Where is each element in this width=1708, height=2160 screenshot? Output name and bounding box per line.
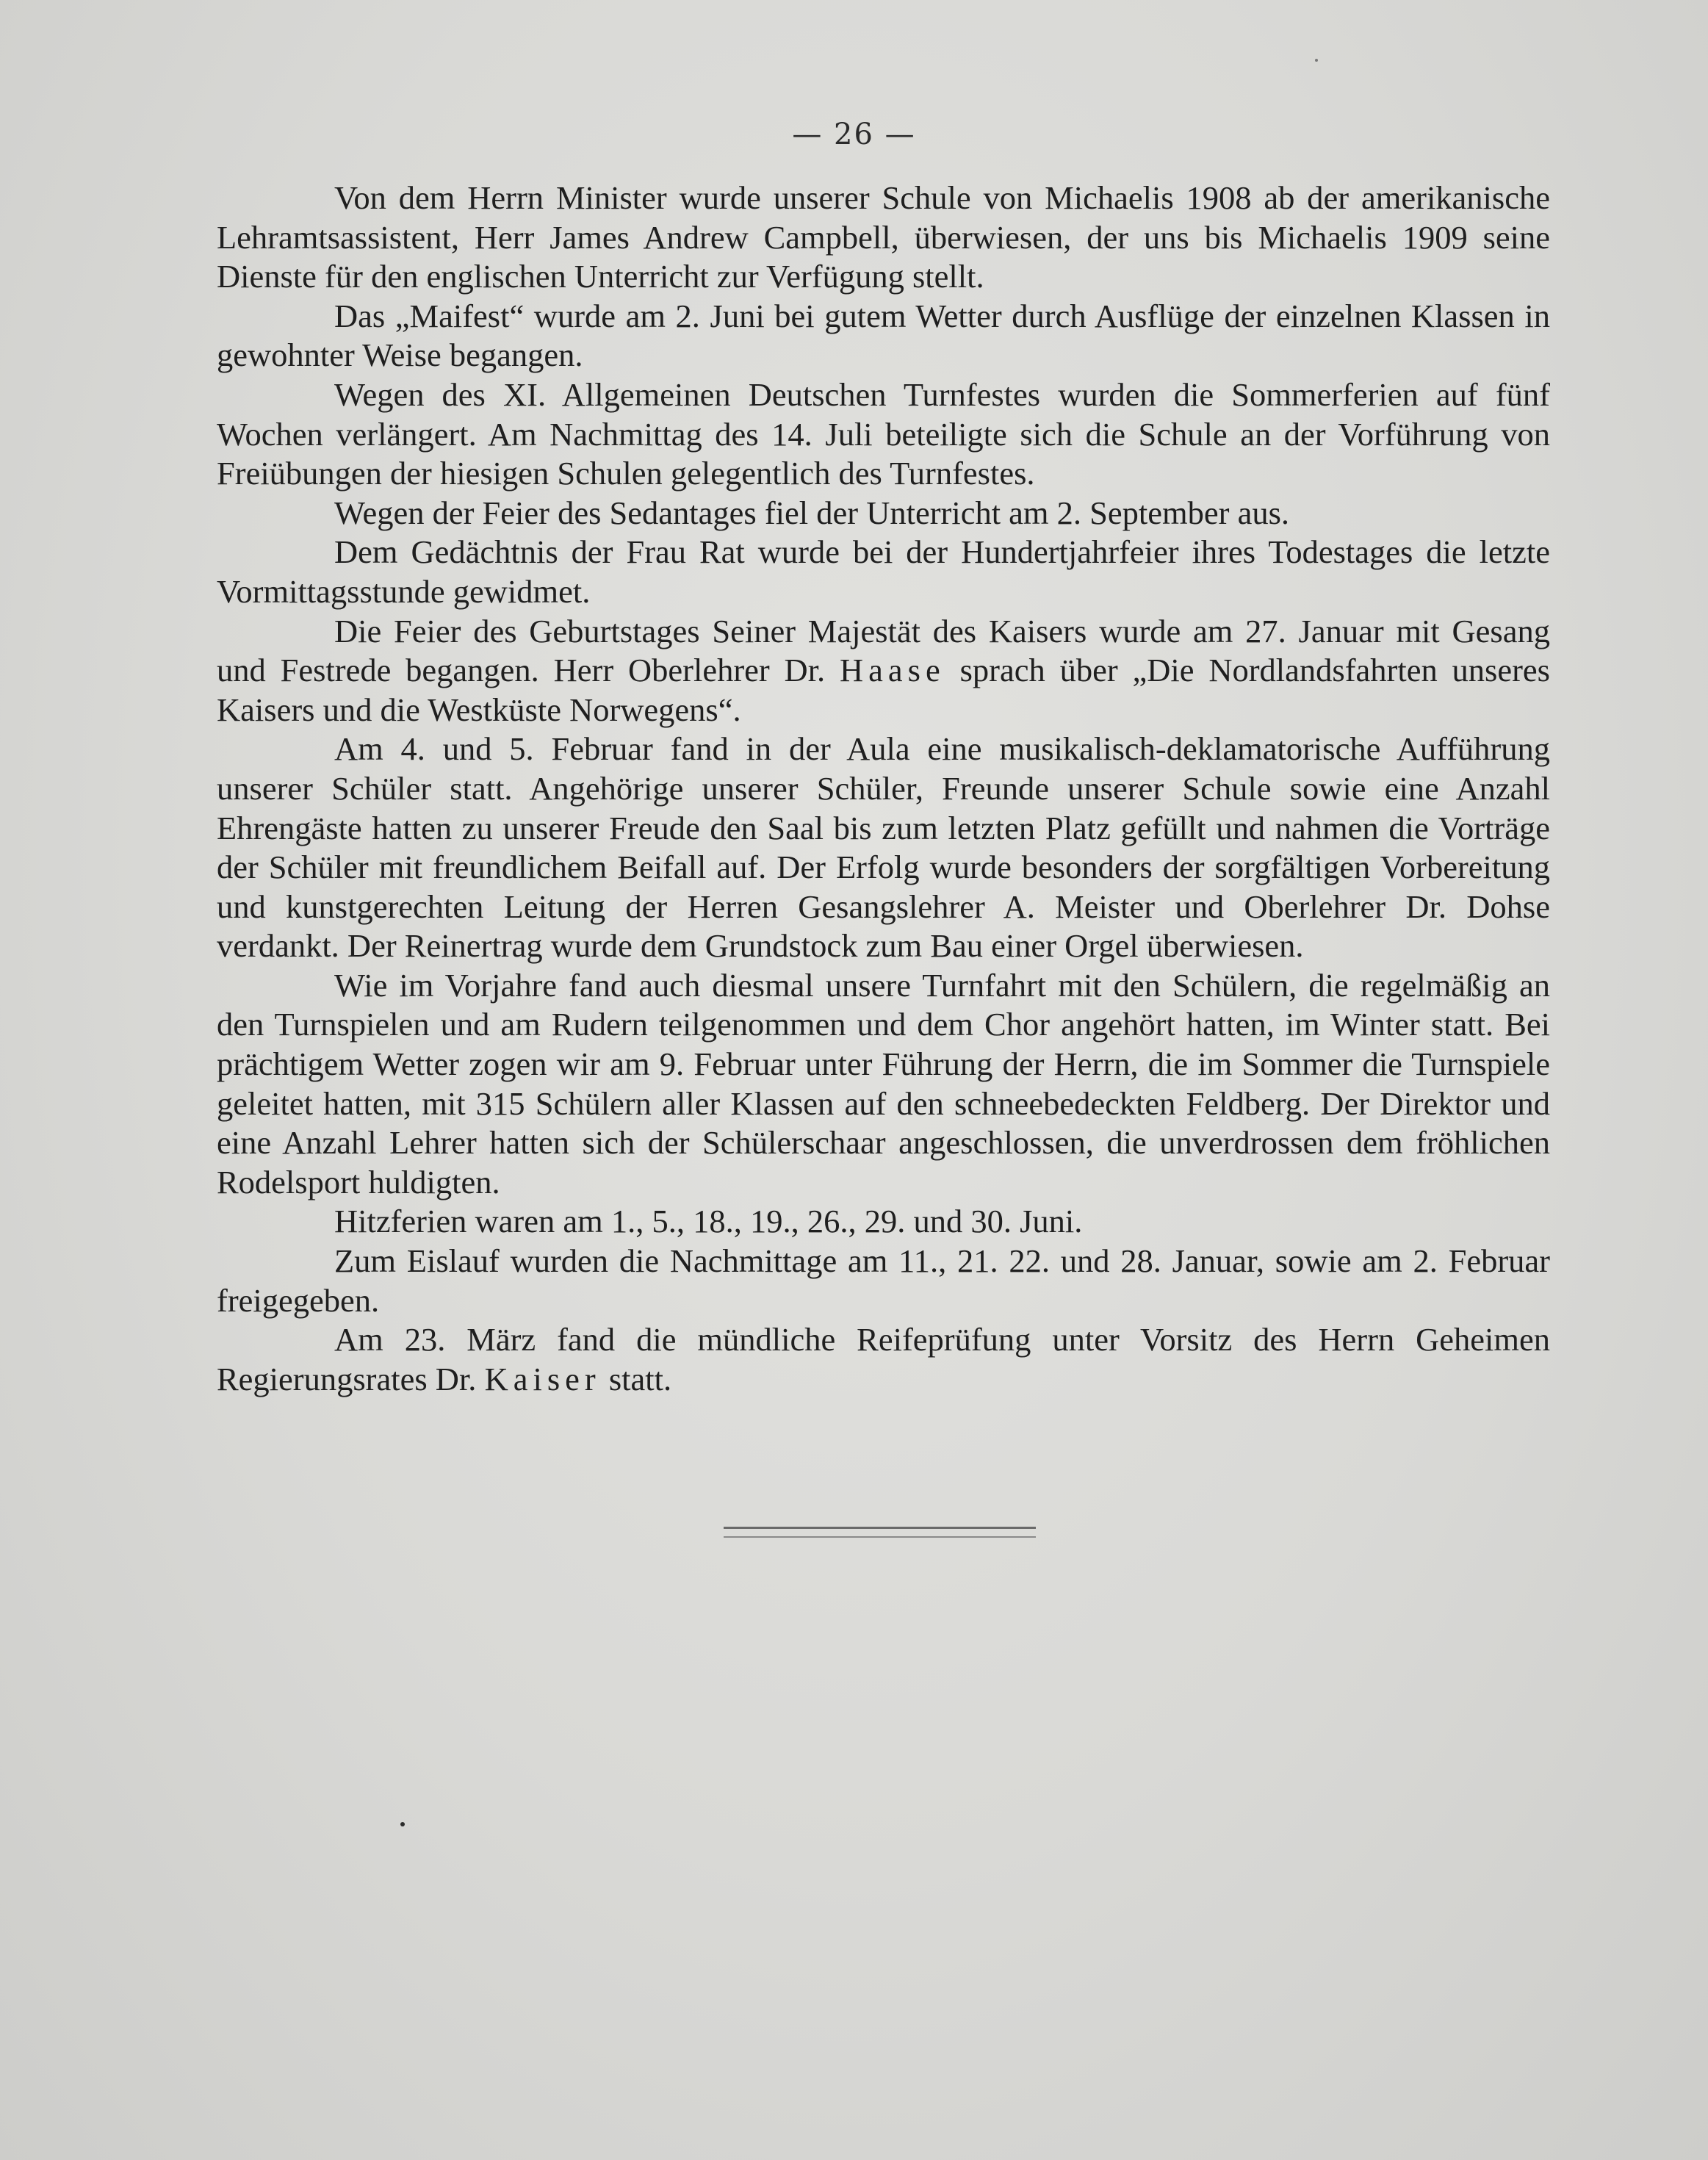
paragraph-text: sprach über „Die Nordlandsfahrten unseres Kaisers und die Westküste Norwegens“. [217,652,1550,728]
closing-double-rule [724,1527,1036,1538]
paragraph-hitzferien: Hitzferien waren am 1., 5., 18., 19., 26., 29. und 30. Juni. [334,1203,1083,1240]
paragraph-turnfest: Wegen des XI. Allgemeinen Deutschen Turnfestes wurden die Sommerferien auf fünf Wochen verlängert. Am Nachmittag des 14. Juli beteiligte sich die Schule an der Vorführung von Freiübungen der hiesigen Schulen gelegentlich des Turnfestes. [217,375,1550,492]
paragraph-gedaechtnis: Dem Gedächtnis der Frau Rat wurde bei der Hundertjahrfeier ihres Todestages die letzte Vormittagsstunde gewidmet. [217,533,1550,610]
paper-speck [1315,59,1318,62]
paper-speck [400,1822,405,1826]
page-number: — 26 — [792,118,916,151]
paragraph-maifest: Das „Maifest“ wurde am 2. Juni bei gutem Wetter durch Ausflüge der einzelnen Klassen in gewohnter Weise begangen. [217,297,1550,374]
speaker-name: Haase [840,652,945,689]
paragraph-kaisergeburtstag [217,612,1550,730]
paragraph-text: Die Feier des Geburtstages Seiner Majestät des Kaisers wurde am 27. Januar mit Gesang und Festrede begangen. Herr Oberlehrer Dr. [217,612,1550,689]
paragraph-assistant: Von dem Herrn Minister wurde unserer Schule von Michaelis 1908 ab der amerikanische Lehramtsassistent, Herr James Andrew Campbell, überwiesen, der uns bis Michaelis 1909 seine Dienste für den englischen Unterricht zur Verfügung stellt. [217,179,1550,295]
paragraph-auffuehrung: Am 4. und 5. Februar fand in der Aula eine musikalisch-deklamatorische Aufführung unserer Schüler statt. Angehörige unserer Schüler, Freunde unserer Schule sowie eine Anzahl Ehrengäste hatten zu unserer Freude den Saal bis zum letzten Platz gefüllt und nahmen die Vorträge der Schüler mit freundlichem Beifall auf. Der Erfolg wurde besonders der sorgfältigen Vorbereitung und kunstgerechten Leitung der Herren Gesangslehrer A. Meister und Oberlehrer Dr. Dohse verdankt. Der Reinertrag wurde dem Grundstock zum Bau einer Orgel überwiesen. [217,730,1550,965]
paragraph-reifepruefung [217,1320,1550,1399]
paragraph-turnfahrt: Wie im Vorjahre fand auch diesmal unsere Turnfahrt mit den Schülern, die regelmäßig an den Turnspielen und am Rudern teilgenommen und dem Chor angehört hatten, im Winter statt. Bei prächtigem Wetter zogen wir am 9. Februar unter Führung der Herrn, die im Sommer die Turnspiele geleitet hatten, mit 315 Schülern aller Klassen auf den schneebedeckten Feldberg. Der Direktor und eine Anzahl Lehrer hatten sich der Schülerschaar angeschlossen, die unverdrossen dem fröhlichen Rodelsport huldigten. [217,966,1550,1200]
examiner-name: Kaiser [484,1360,601,1397]
paragraph-text: Am 23. März fand die mündliche Reifeprüfung unter Vorsitz des Herrn Geheimen Regierungsrates Dr. [217,1321,1550,1397]
body-text [217,179,1550,1399]
paragraph-sedantag: Wegen der Feier des Sedantages fiel der Unterricht am 2. September aus. [334,494,1290,531]
paragraph-text: statt. [600,1360,672,1397]
paragraph-eislauf: Zum Eislauf wurden die Nachmittage am 11., 21. 22. und 28. Januar, sowie am 2. Februar freigegeben. [217,1242,1550,1319]
